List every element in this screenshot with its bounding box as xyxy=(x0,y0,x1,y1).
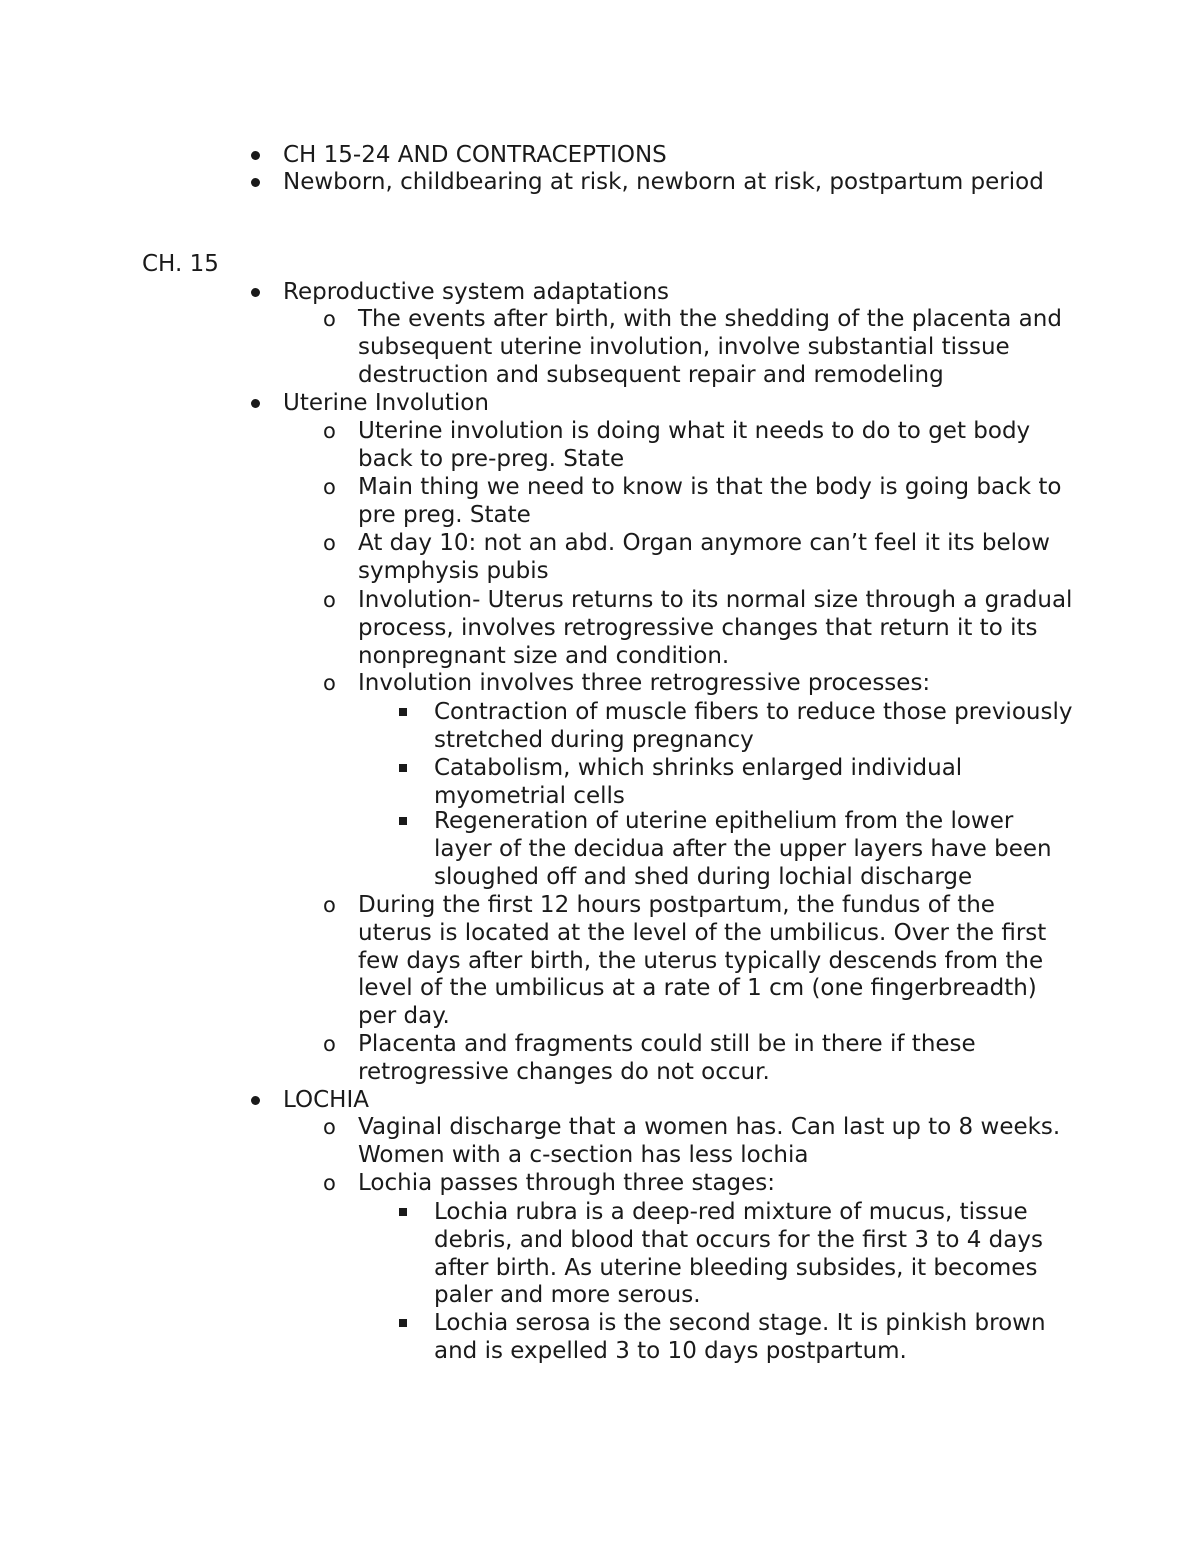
process-item-text: Catabolism, which shrinks enlarged individual myometrial cells xyxy=(434,755,963,809)
stage-item-text: Lochia rubra is a deep-red mixture of mucus, tissue debris, and blood that occurs for the first 3 to 4 days after birth. As uterine bleeding subsides, it becomes paler and more serous. xyxy=(434,1199,1043,1309)
sub-item xyxy=(323,892,1073,1031)
sub-item-text: Placenta and fragments could still be in there if these retrogressive changes do not occur. xyxy=(358,1031,976,1085)
bullet-circle: o xyxy=(323,419,336,443)
sub-item xyxy=(323,530,1073,586)
sub-item-text: Involution involves three retrogressive processes: xyxy=(358,670,931,696)
sub-item xyxy=(323,418,1073,474)
sub-item-text: Main thing we need to know is that the body is going back to pre preg. State xyxy=(358,474,1062,528)
bullet-circle: o xyxy=(323,1171,336,1195)
bullet-circle: o xyxy=(323,531,336,555)
list-item-reproductive xyxy=(283,279,1073,307)
bullet-circle: o xyxy=(323,893,336,917)
bullet-circle: o xyxy=(323,1115,336,1139)
chapter-heading: CH. 15 xyxy=(142,251,219,277)
process-item-text: Contraction of muscle fibers to reduce those previously stretched during pregnancy xyxy=(434,699,1073,753)
process-item xyxy=(434,755,1074,811)
list-item xyxy=(283,142,1073,170)
bullet-circle: o xyxy=(323,1032,336,1056)
sub-item-text: Uterine involution is doing what it needs to do to get body back to pre-preg. State xyxy=(358,418,1031,472)
sub-item-text: Lochia passes through three stages: xyxy=(358,1170,776,1196)
process-item xyxy=(434,808,1074,891)
sub-item xyxy=(323,670,1073,698)
bullet-circle: o xyxy=(323,307,336,331)
sub-item xyxy=(323,1114,1073,1170)
process-item-text: Regeneration of uterine epithelium from the lower layer of the decidua after the upper layers have been sloughed off and shed during lochial discharge xyxy=(434,808,1052,890)
bullet-square xyxy=(399,1319,407,1327)
sub-item-text: Involution- Uterus returns to its normal size through a gradual process, involves retrogressive changes that return it to its nonpregnant size and condition. xyxy=(358,587,1073,669)
sub-item-text: At day 10: not an abd. Organ anymore can’t feel it its below symphysis pubis xyxy=(358,530,1050,584)
list-item-text: LOCHIA xyxy=(283,1087,369,1113)
bullet-square xyxy=(399,817,407,825)
stage-item xyxy=(434,1310,1074,1366)
sub-item xyxy=(323,474,1073,530)
stage-item-text: Lochia serosa is the second stage. It is pinkish brown and is expelled 3 to 10 days postpartum. xyxy=(434,1310,1046,1364)
bullet-dot xyxy=(251,178,260,187)
list-item xyxy=(283,169,1073,197)
bullet-circle: o xyxy=(323,671,336,695)
bullet-square xyxy=(399,764,407,772)
sub-item xyxy=(323,587,1073,670)
process-item xyxy=(434,699,1074,755)
bullet-circle: o xyxy=(323,588,336,612)
bullet-square xyxy=(399,708,407,716)
list-item-text: CH 15-24 AND CONTRACEPTIONS xyxy=(283,142,667,168)
bullet-square xyxy=(399,1208,407,1216)
sub-item xyxy=(323,306,1073,389)
bullet-dot xyxy=(251,151,260,160)
bullet-dot xyxy=(251,1096,260,1105)
list-item-text: Newborn, childbearing at risk, newborn at risk, postpartum period xyxy=(283,169,1044,195)
list-item-lochia xyxy=(283,1087,1073,1115)
stage-item xyxy=(434,1199,1074,1310)
sub-item-text: The events after birth, with the shedding of the placenta and subsequent uterine involution, involve substantial tissue destruction and subsequent repair and remodeling xyxy=(358,306,1062,388)
sub-item xyxy=(323,1170,1073,1198)
sub-item-text: During the first 12 hours postpartum, the fundus of the uterus is located at the level of the umbilicus. Over the first few days after birth, the uterus typically descends from the level of the umbilicus at a rate of 1 cm (one fingerbreadth) per day. xyxy=(358,892,1047,1030)
sub-item-text: Vaginal discharge that a women has. Can last up to 8 weeks. Women with a c-section has less lochia xyxy=(358,1114,1061,1168)
sub-item xyxy=(323,1031,1073,1087)
bullet-dot xyxy=(251,288,260,297)
bullet-dot xyxy=(251,399,260,408)
list-item-text: Uterine Involution xyxy=(283,390,489,416)
list-item-uterine-involution xyxy=(283,390,1073,418)
bullet-circle: o xyxy=(323,475,336,499)
list-item-text: Reproductive system adaptations xyxy=(283,279,670,305)
